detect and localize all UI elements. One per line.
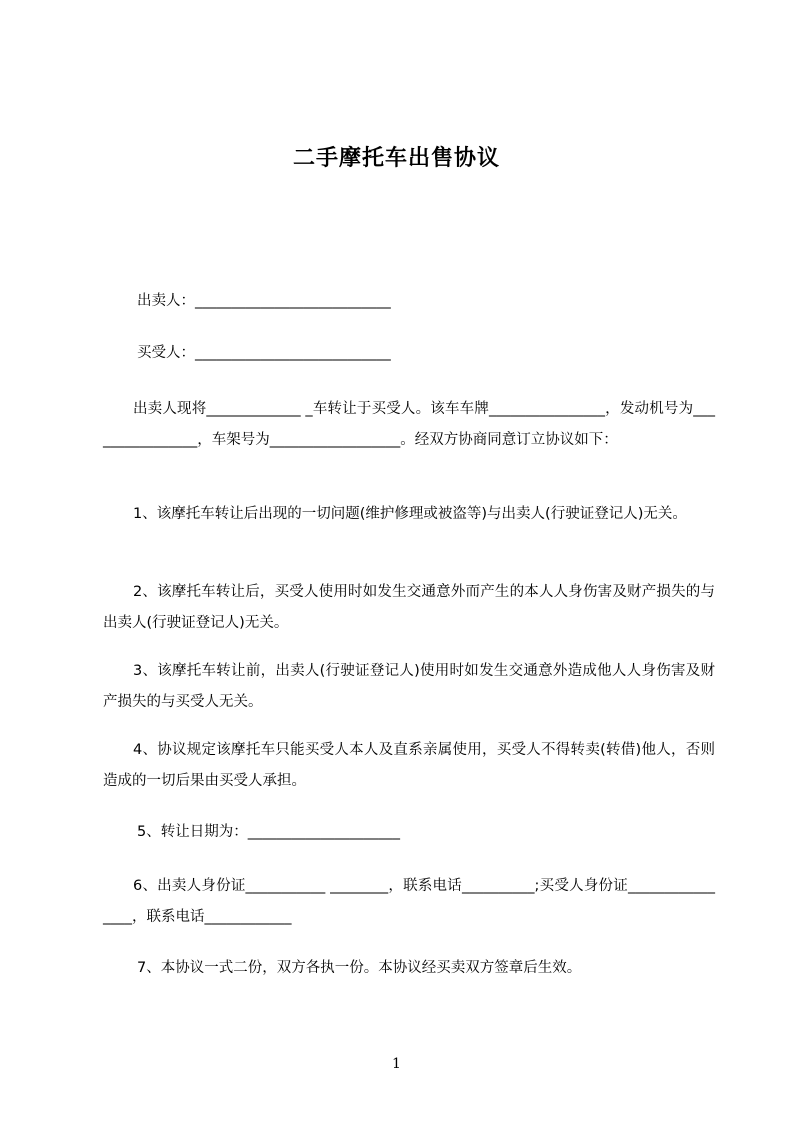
clause-2: 2、该摩托车转让后，买受人使用时如发生交通意外而产生的本人人身伤害及财产损失的与出卖人(行驶证登记人)无关。 xyxy=(103,584,715,631)
intro-paragraph: 出卖人现将_____________ _车转让于买受人。该车车牌________________，发动机号为________________，车架号为__________________。经双方协商同意订立协议如下： xyxy=(103,401,715,448)
clause-5: 5、转让日期为：_____________________ xyxy=(137,824,400,840)
buyer-line: 买受人：___________________________ xyxy=(137,345,391,361)
page-number: 1 xyxy=(392,1056,401,1072)
clause-7: 7、本协议一式二份，双方各执一份。本协议经买卖双方签章后生效。 xyxy=(137,960,582,976)
seller-line: 出卖人：___________________________ xyxy=(137,293,391,309)
clause-4: 4、协议规定该摩托车只能买受人本人及直系亲属使用，买受人不得转卖(转借)他人，否则造成的一切后果由买受人承担。 xyxy=(103,742,715,789)
clause-6: 6、出卖人身份证___________ ________，联系电话__________;买受人身份证________________，联系电话____________ xyxy=(103,878,715,925)
clause-3: 3、该摩托车转让前，出卖人(行驶证登记人)使用时如发生交通意外造成他人人身伤害及财产损失的与买受人无关。 xyxy=(103,663,715,710)
document-title: 二手摩托车出售协议 xyxy=(292,146,500,171)
clause-1: 1、该摩托车转让后出现的一切问题(维护修理或被盗等)与出卖人(行驶证登记人)无关。 xyxy=(133,506,687,522)
